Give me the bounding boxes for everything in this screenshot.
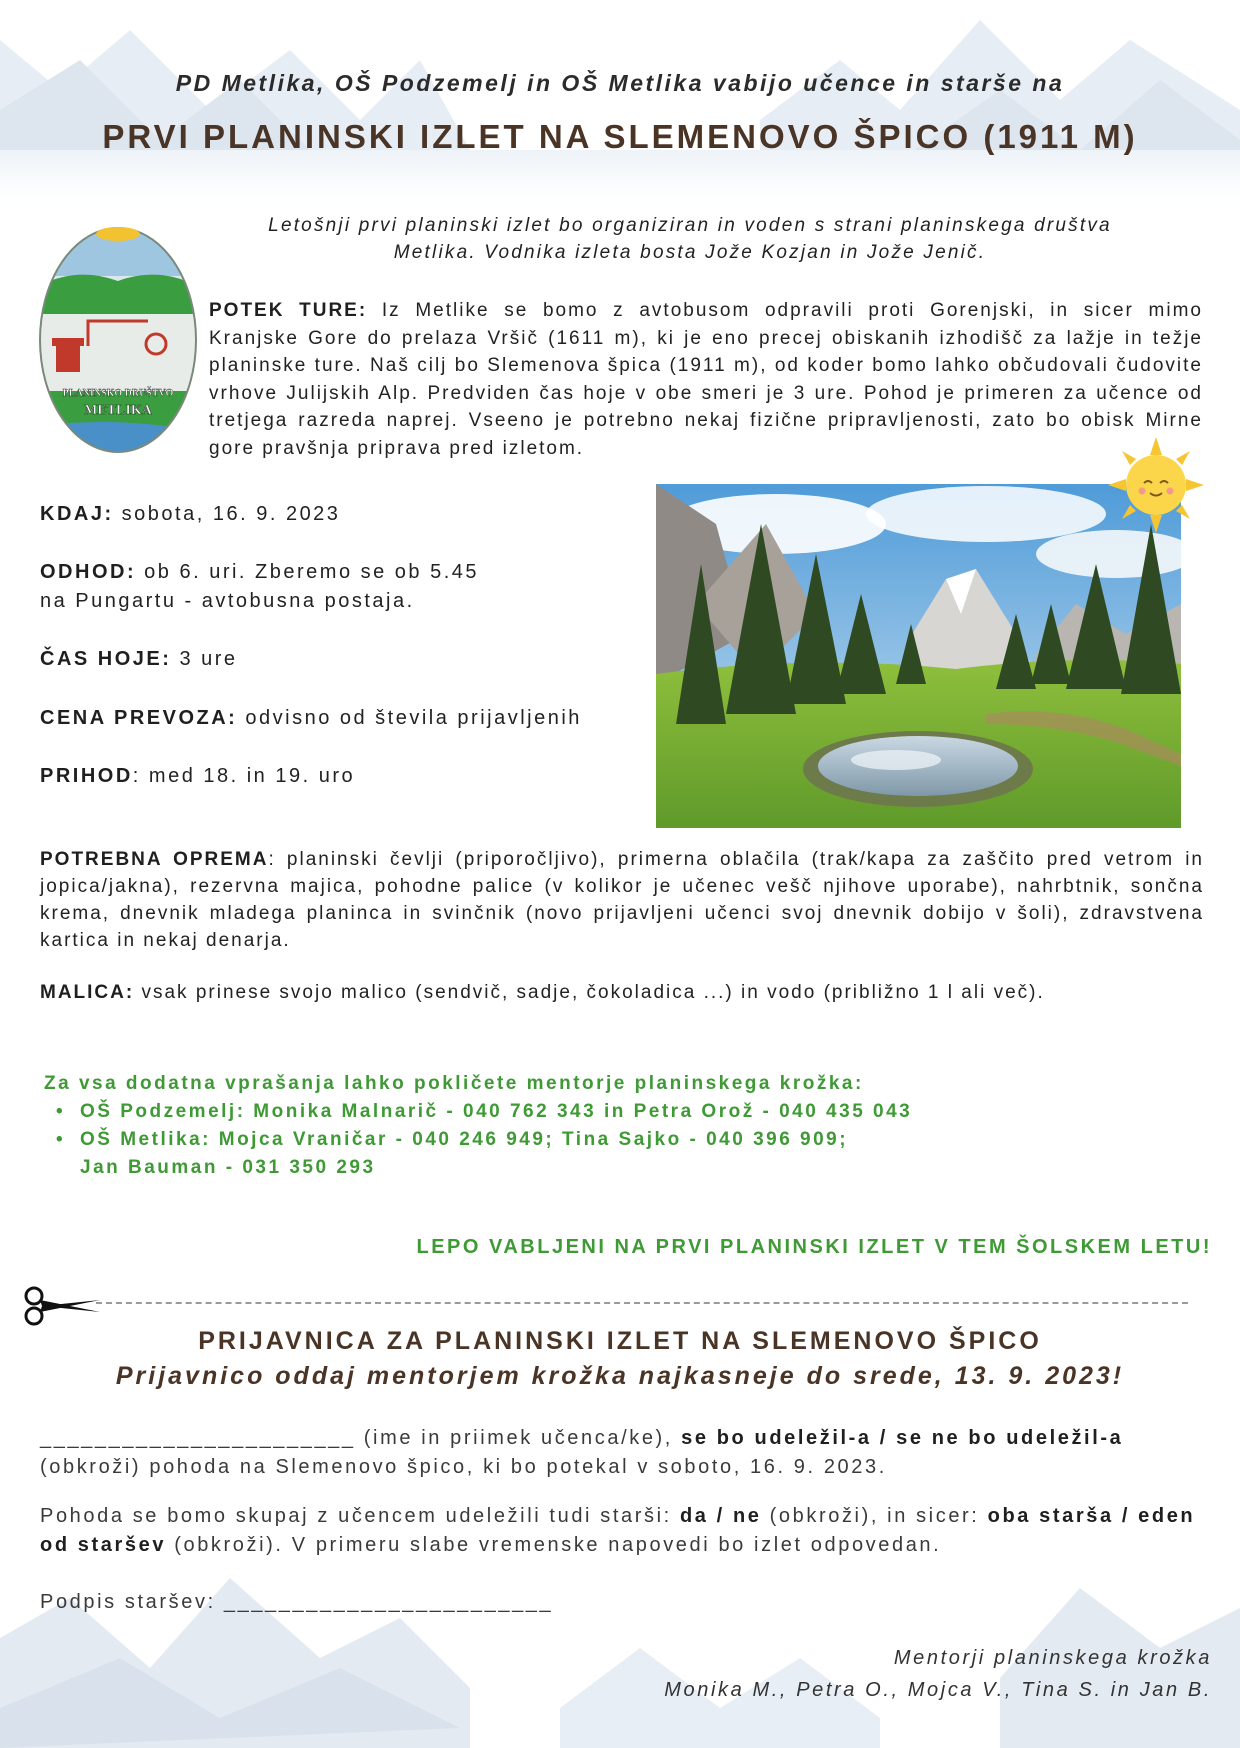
page-title: PRVI PLANINSKI IZLET NA SLEMENOVO ŠPICO (1911 M) bbox=[102, 118, 1138, 155]
alpine-landscape-photo bbox=[656, 484, 1181, 828]
odhod-value-2: na Pungartu - avtobusna postaja. bbox=[40, 590, 415, 612]
signature-blank[interactable]: ________________________ bbox=[223, 1591, 554, 1613]
contact-item-metlika bbox=[80, 1126, 912, 1182]
cena-value: odvisno od števila prijavljenih bbox=[237, 707, 582, 729]
registration-line2-rest: (obkroži). V primeru slabe vremenske napovedi bo izlet odpovedan. bbox=[166, 1534, 942, 1556]
info-prihod bbox=[40, 762, 355, 791]
malica-paragraph bbox=[40, 982, 1045, 1004]
odhod-label: ODHOD: bbox=[40, 561, 137, 583]
info-kdaj bbox=[40, 500, 340, 529]
info-odhod bbox=[40, 558, 479, 616]
contacts-heading: Za vsa dodatna vprašanja lahko pokličete mentorje planinskega krožka: bbox=[44, 1073, 864, 1094]
welcome-line: LEPO VABLJENI NA PRVI PLANINSKI IZLET V TEM ŠOLSKEM LETU! bbox=[416, 1236, 1212, 1258]
cena-label: CENA PREVOZA: bbox=[40, 707, 238, 729]
logo-text-line2: METLIKA bbox=[84, 403, 152, 418]
student-name-blank[interactable]: _______________________ bbox=[40, 1427, 356, 1449]
info-cas-hoje bbox=[40, 645, 238, 674]
registration-line2-text: Pohoda se bomo skupaj z učencem udeležili tudi starši: bbox=[40, 1505, 680, 1527]
contacts-list bbox=[44, 1098, 912, 1182]
registration-subtitle: Prijavnico oddaj mentorjem krožka najkasneje do srede, 13. 9. 2023! bbox=[115, 1362, 1125, 1390]
malica-text: vsak prinese svojo malico (sendvič, sadje, čokoladica ...) in vodo (približno 1 l ali več). bbox=[134, 982, 1045, 1003]
parents-count-choice[interactable]: oba starša / eden od staršev bbox=[40, 1505, 1196, 1556]
prihod-value: : med 18. in 19. uro bbox=[132, 765, 356, 787]
mentors-line2: Monika M., Petra O., Mojca V., Tina S. in Jan B. bbox=[664, 1679, 1212, 1701]
sun-icon bbox=[1108, 437, 1204, 533]
signature-line bbox=[40, 1588, 1210, 1617]
kdaj-label: KDAJ: bbox=[40, 503, 114, 525]
contact-item-metlika-line1: OŠ Metlika: Mojca Vraničar - 040 246 949; Tina Sajko - 040 396 909; bbox=[80, 1129, 849, 1150]
registration-line1-rest: (obkroži) pohoda na Slemenovo špico, ki bo potekal v soboto, 16. 9. 2023. bbox=[40, 1456, 887, 1478]
registration-line1-text: (ime in priimek učenca/ke), bbox=[355, 1427, 682, 1449]
mentors-signature bbox=[664, 1642, 1212, 1706]
oprema-label: POTREBNA OPREMA bbox=[40, 849, 269, 870]
parents-yes-no-choice[interactable]: da / ne bbox=[679, 1505, 762, 1527]
potek-text: Iz Metlike se bomo z avtobusom odpravili proti Gorenjski, in sicer mimo Kranjske Gore do prelaza Vršič (1611 m), ki je eno precej obiskanih izhodišč za lažje in težje planinske ture. Naš cilj bo Slemenova špica (1911 m), od koder bomo lahko občudovali čudovite vrhove Julijskih Alp. Predviden čas hoje v obe smeri je 3 ure. Pohod je primeren za učence od tretjega razreda naprej. Vseeno je potrebno nekaj fizične pripravljenosti, zato bo obisk Mirne gore pravšnja priprava pred izletom. bbox=[209, 300, 1203, 459]
registration-title: PRIJAVNICA ZA PLANINSKI IZLET NA SLEMENOVO ŠPICO bbox=[198, 1327, 1042, 1355]
contacts-section bbox=[44, 1070, 912, 1182]
cut-line-divider bbox=[96, 1302, 1188, 1304]
potek-ture-paragraph bbox=[209, 297, 1203, 462]
logo-text-line1: PLANINSKO DRUŠTVO bbox=[62, 388, 174, 399]
contact-item-podzemelj: • OŠ Podzemelj: Monika Malnarič - 040 762 343 in Petra Orož - 040 435 043 bbox=[80, 1098, 912, 1126]
kdaj-value: sobota, 16. 9. 2023 bbox=[113, 503, 341, 525]
registration-line2-mid: (obkroži), in sicer: bbox=[761, 1505, 988, 1527]
mountains-top-decoration bbox=[0, 0, 1240, 200]
prihod-label: PRIHOD bbox=[40, 765, 133, 787]
attendance-choice[interactable]: se bo udeležil-a / se ne bo udeležil-a bbox=[681, 1427, 1124, 1449]
cas-value: 3 ure bbox=[171, 648, 238, 670]
mentors-line1: Mentorji planinskega krožka bbox=[893, 1647, 1212, 1669]
registration-line-1 bbox=[40, 1424, 1210, 1482]
odhod-value: ob 6. uri. Zberemo se ob 5.45 bbox=[136, 561, 480, 583]
registration-line-2 bbox=[40, 1502, 1210, 1560]
signature-label: Podpis staršev: bbox=[40, 1591, 224, 1613]
oprema-text: : planinski čevlji (priporočljivo), primerna oblačila (trak/kapa za zaščito pred vetrom in jopica/jakna), rezervna majica, pohodne palice (v kolikor je učenec vešč njihove uporabe), nahrbtnik, sončna krema, dnevnik mladega planinca in svinčnik (novo prijavljeni učenci svoj dnevnik dobijo v šoli), zdravstvena kartica in nekaj denarja. bbox=[40, 849, 1204, 951]
pd-metlika-logo bbox=[38, 226, 198, 454]
scissors-icon bbox=[22, 1286, 102, 1326]
cas-label: ČAS HOJE: bbox=[40, 648, 172, 670]
intro-line: PD Metlika, OŠ Podzemelj in OŠ Metlika vabijo učence in starše na bbox=[175, 70, 1065, 96]
oprema-paragraph bbox=[40, 846, 1204, 954]
malica-label: MALICA: bbox=[40, 982, 135, 1003]
info-cena-prevoza bbox=[40, 704, 582, 733]
lead-paragraph: Letošnji prvi planinski izlet bo organiziran in voden s strani planinskega društva Metlika. Vodnika izleta bosta Jože Kozjan in Jože Jenič. bbox=[268, 215, 1112, 263]
contact-item-metlika-line2: Jan Bauman - 031 350 293 bbox=[80, 1157, 376, 1178]
potek-label: POTEK TURE: bbox=[209, 300, 368, 321]
